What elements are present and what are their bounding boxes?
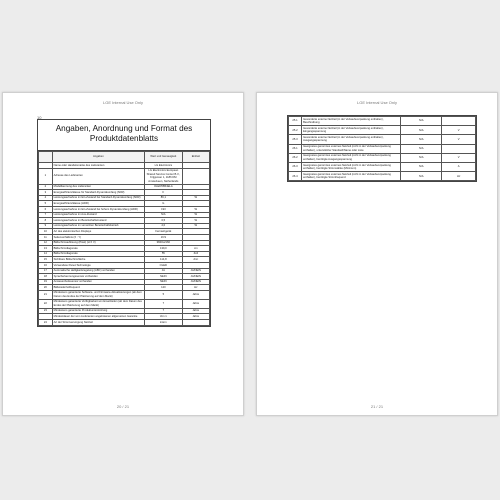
row-label: Gesonderte externe Netzteil (in der Verkaufsverpackung enthalten), Beschreibung [302,117,401,126]
table-row [289,172,476,181]
row-number: 16 [39,262,53,268]
row-number: 2 [39,184,53,190]
product-data-table-continued [288,116,476,181]
row-label: Leistungsaufnahme im Ein-Zustand bei hohem Dynamikumfang (HDR) [52,206,144,212]
row-value: 5 [145,290,183,299]
row-label: Gesonderte externe Netzteil (in der Verkaufsverpackung enthalten), Ausgangsspannung [302,135,401,144]
row-unit: W [182,195,209,201]
row-value: NEIN [145,274,183,280]
row-value: 7 [145,308,183,314]
row-label: Geeignetes genormtes externes Netzteil (nicht in der Verkaufsverpackung enthalten), benötigte Stromstärke (Minimum) [302,162,401,171]
row-value: N/A [401,126,442,135]
row-number: 26.2 [289,153,302,162]
row-value: Fernsehgerät [145,229,183,235]
table-row [289,126,476,135]
row-label: Mindestens garantierte Produktunterstützung [52,308,144,314]
row-unit: Zoll [182,251,209,257]
row-unit: Jahre [182,314,209,320]
row-label: Mindestens garantierte Software- und Firmware-Aktualisierungen (ab dem Datum des Endes der Platzierung auf dem Markt) [52,290,144,299]
row-unit: W [182,218,209,224]
document-page-right [256,92,498,416]
table-row [39,299,210,308]
row-value: NEIN [145,279,183,285]
row-value: 120 [145,285,183,291]
row-value: 0,5 [145,218,183,224]
row-unit: dm² [182,257,209,263]
row-number: 21 [39,290,53,299]
table-row [289,135,476,144]
row-number: 26.3 [289,162,302,171]
row-label: Energieeffizienzklasse (HDR) [52,201,144,207]
page-number: 10 [37,115,42,120]
page-header: LGE Internal Use Only [102,100,144,105]
row-label: Bildwiederholfrequenz [52,285,144,291]
row-number: 23 [39,308,53,314]
row-unit: Hz [442,172,476,181]
row-number: 10 [39,229,53,235]
row-value: LG Electronics [145,163,183,169]
row-value: 2,0 [145,223,183,229]
row-label: Art des elektronischen Displays [52,229,144,235]
row-value: N/A [401,117,442,126]
row-value: 16:9 [145,234,183,240]
col-header-einheit: Einheit [182,152,209,163]
col-header-angaben: Angaben [52,152,144,163]
row-number: 20 [39,285,53,291]
row-label: Leistungsaufnahme im vernetzten Bereitschaftsbetrieb [52,223,144,229]
col-header-wert: Wert und Genauigkeit [145,152,183,163]
row-label: Verwendete Panel-Technologie [52,262,144,268]
row-label: Art der Stromversorgung Netzteil [52,320,144,326]
row-value: 86,1 [145,195,183,201]
row-value: N/A [145,212,183,218]
row-unit: A [442,162,476,171]
row-unit: V [442,126,476,135]
row-number: 4 [39,195,53,201]
table-header-row [39,152,210,163]
row-number: 12 [39,240,53,246]
product-data-table [38,151,210,326]
row-label: Leistungsaufnahme im Aus-Zustand [52,212,144,218]
page-header: LGE Internal Use Only [356,100,398,105]
row-number: 19 [39,279,53,285]
row-number: 22 [39,299,53,308]
row-unit [442,117,476,126]
row-unit: JA/NEIN [182,268,209,274]
row-number: 25.2 [289,126,302,135]
row-label: Bildschirmdiagonale [52,251,144,257]
table-body [39,163,210,325]
row-value: N/A [401,153,442,162]
row-unit [182,320,209,326]
document-page-left [2,92,244,416]
row-value: Von 1 [145,314,183,320]
row-unit [182,168,209,184]
row-value: N/A [401,144,442,153]
row-number: 3 [39,190,53,196]
sheet-title: Angaben, Anordnung und Format des Produktdatenblatts [38,120,210,151]
product-data-sheet-continued [287,115,477,182]
row-number: 26.4 [289,172,302,181]
row-unit: V [442,153,476,162]
row-label: Energieeffizienzklasse für Standard-Dynamikumfang (SDR) [52,190,144,196]
row-value: N/A [401,172,442,181]
row-number: 14 [39,251,53,257]
row-unit: Jahre [182,308,209,314]
row-label: Geeignetes genormtes externes Netzteil (nicht in der Verkaufsverpackung enthalten), benötigte Stromfrequenz [302,172,401,181]
row-label: Geeignetes genormtes externes Netzteil (nicht in der Verkaufsverpackung enthalten), unterstützter Standard/Name oder Liste [302,144,401,153]
row-value: JA [145,268,183,274]
row-unit: JA/NEIN [182,274,209,280]
page-footer: 20 / 21 [116,404,130,409]
row-label: Leistungsaufnahme im Bereitschaftszustand [52,218,144,224]
col-header-number [39,152,53,163]
row-label: Bildschirmdiagonale [52,246,144,252]
row-label: Name oder Handelsmarke des Lieferanten [52,163,144,169]
table-row [39,320,210,326]
row-value: LG Electronics European Shared Service Center B.V., Krijgsman 1, 1186 DM Amstelveen, Netherlands [145,168,183,184]
row-label: Seitenverhältnis (X : Y) [52,234,144,240]
row-value: 7 [145,299,183,308]
table-body [289,117,476,181]
row-label: Automatische Helligkeitsregelung (ABC) vorhanden [52,268,144,274]
row-value: F [145,190,183,196]
row-number: 18 [39,274,53,280]
row-value: N/A [401,135,442,144]
row-number: 24 [39,320,53,326]
row-unit: Jahre [182,290,209,299]
row-label: Bildschirmauflösung (Pixel) (H X V) [52,240,144,246]
row-number: 26.1 [289,144,302,153]
table-row [289,117,476,126]
row-value: 55 [145,251,183,257]
row-number: 25.1 [289,117,302,126]
row-number: 5 [39,201,53,207]
product-data-sheet [37,119,211,327]
row-number: 7 [39,212,53,218]
row-number: 13 [39,246,53,252]
row-label: Mindestdauer der vom Lieferanten angebotenen allgemeinen Garantie [52,314,144,320]
row-number: 15 [39,257,53,263]
table-row [289,144,476,153]
row-unit: W [182,212,209,218]
table-row [289,153,476,162]
row-label: Mindestens garantierte Verfügbarkeit von Ersatzteilen (ab dem Datum des Endes der Platzierung auf dem Markt) [52,299,144,308]
row-value: intern [145,320,183,326]
table-row [289,162,476,171]
row-label: Sichtbare Bildschirmfläche [52,257,144,263]
row-value: N/A [401,162,442,171]
row-value: 3840x2160 [145,240,183,246]
row-label: Geeignetes genormtes externes Netzteil (nicht in der Verkaufsverpackung enthalten), benötigte Ausgangsspannung [302,153,401,162]
row-value: 193 [145,206,183,212]
row-unit: Jahre [182,299,209,308]
row-value: 114,8 [145,257,183,263]
row-number: 8 [39,218,53,224]
row-value: OLED [145,262,183,268]
row-unit: Hz [182,285,209,291]
table-row [39,168,210,184]
row-number: 17 [39,268,53,274]
row-value: 139,0 [145,246,183,252]
row-unit: V [442,135,476,144]
row-number: 1 [39,168,53,184]
page-footer: 21 / 21 [370,404,384,409]
row-number: 9 [39,223,53,229]
row-unit: cm [182,246,209,252]
row-label: Modellkennung des Lieferanten [52,184,144,190]
table-row [39,290,210,299]
row-number: 6 [39,206,53,212]
row-number: 11 [39,234,53,240]
row-unit: JA/NEIN [182,279,209,285]
row-unit: W [182,223,209,229]
row-value: G [145,201,183,207]
row-unit: W [182,206,209,212]
row-number: 25.3 [289,135,302,144]
row-value: OLED55B4ELA [145,184,183,190]
row-unit [442,144,476,153]
row-label: Leistungsaufnahme im Ein-Zustand bei Standard-Dynamikumfang (SDR) [52,195,144,201]
row-label: Adresse des Lieferanten [52,168,144,184]
row-label: Anwesenheitssensor vorhanden [52,279,144,285]
row-label: Spracherkennungssensor vorhanden [52,274,144,280]
row-label: Gesonderte externe Netzteil (in der Verkaufsverpackung enthalten), Eingangsspannung [302,126,401,135]
